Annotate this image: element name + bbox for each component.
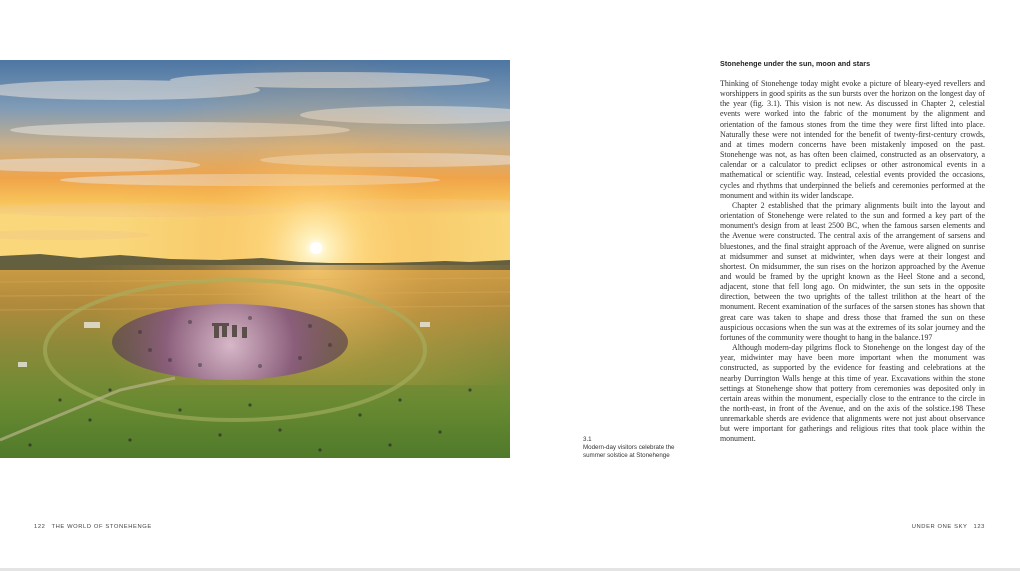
paragraph-2: Chapter 2 established that the primary alignments built into the layout and orientation of Stonehenge were related to the sun and formed a key part of the monument's design from at least 2500 BC, when the famous sarsen elements and the Avenue were constructed. The central axis of the arrangement of sarsens and bluestones, and the final straight approach of the Avenue, were aligned on sunrise at midsummer and sunset at midwinter, when days were at their longest and shortest. On midsummer, the sun rises on the horizon approached by the Avenue and would be framed by the upright known as the Heel Stone and a second, adjacent, stone that fell long ago. On midwinter, the sun sets in the opposite direction, between the two uprights of the tallest trilithon at the heart of the monument. Recent examination of the surfaces of the sarsen stones has shown that great care was taken to shape and dress those that framed the sun on these auspicious occasions when the sun was at the extremes of its solar journey and the fortunes of the community were thought to hang in the balance.197 [720,200,985,342]
paragraph-3: Although modern-day pilgrims flock to Stonehenge on the longest day of the year, midwinter may have been more important when the monument was constructed, as supported by the evidence for feasting and celebrations at the nearby Durrington Walls henge at this time of year. Excavations within the stone settings at Stonehenge show that pottery from ceremonies was deposited only in certain areas within the monument, especially close to the entrance to the circle in the north-east, in front of the Avenue, and on the axis of the solstice.198 These unremarkable sherds are evidence that alignments were not just about observance but were important for gatherings and religious rites that took place within the monument. [720,343,985,444]
left-running-head: THE WORLD OF STONEHENGE [51,524,152,530]
right-folio [912,524,985,530]
caption-number: 3.1 [583,436,592,443]
body-text [720,79,985,445]
photo-caption [583,436,693,460]
right-page-number: 123 [973,524,985,530]
solstice-photo [0,60,510,458]
right-running-head: UNDER ONE SKY [911,524,968,530]
left-folio [34,524,152,530]
section-heading: Stonehenge under the sun, moon and stars [720,59,871,68]
photo-stonehenge-solstice-icon [0,60,510,458]
left-page-number: 122 [34,524,46,530]
caption-text: Modern-day visitors celebrate the summer solstice at Stonehenge [583,444,675,459]
paragraph-1: Thinking of Stonehenge today might evoke a picture of bleary-eyed revellers and worshippers in good spirits as the sun bursts over the horizon on the longest day of the year (fig. 3.1). This vision is not new. As discussed in Chapter 2, celestial events were worked into the fabric of the monument by the alignment and orientation of the famous stones from the time they were first lifted into place. Naturally these were not intended for the benefit of twenty-first-century crowds, and at times modern concerns have been mistakenly imposed on the past. Stonehenge was not, as has often been claimed, constructed as an observatory, a calendar or a calculator to predict eclipses or other astronomical events in a mathematical or scientific way. Instead, celestial events provided the occasions, cycles and rhythms that underpinned the beliefs and ceremonies performed at the monument and within its wider landscape. [720,79,985,200]
